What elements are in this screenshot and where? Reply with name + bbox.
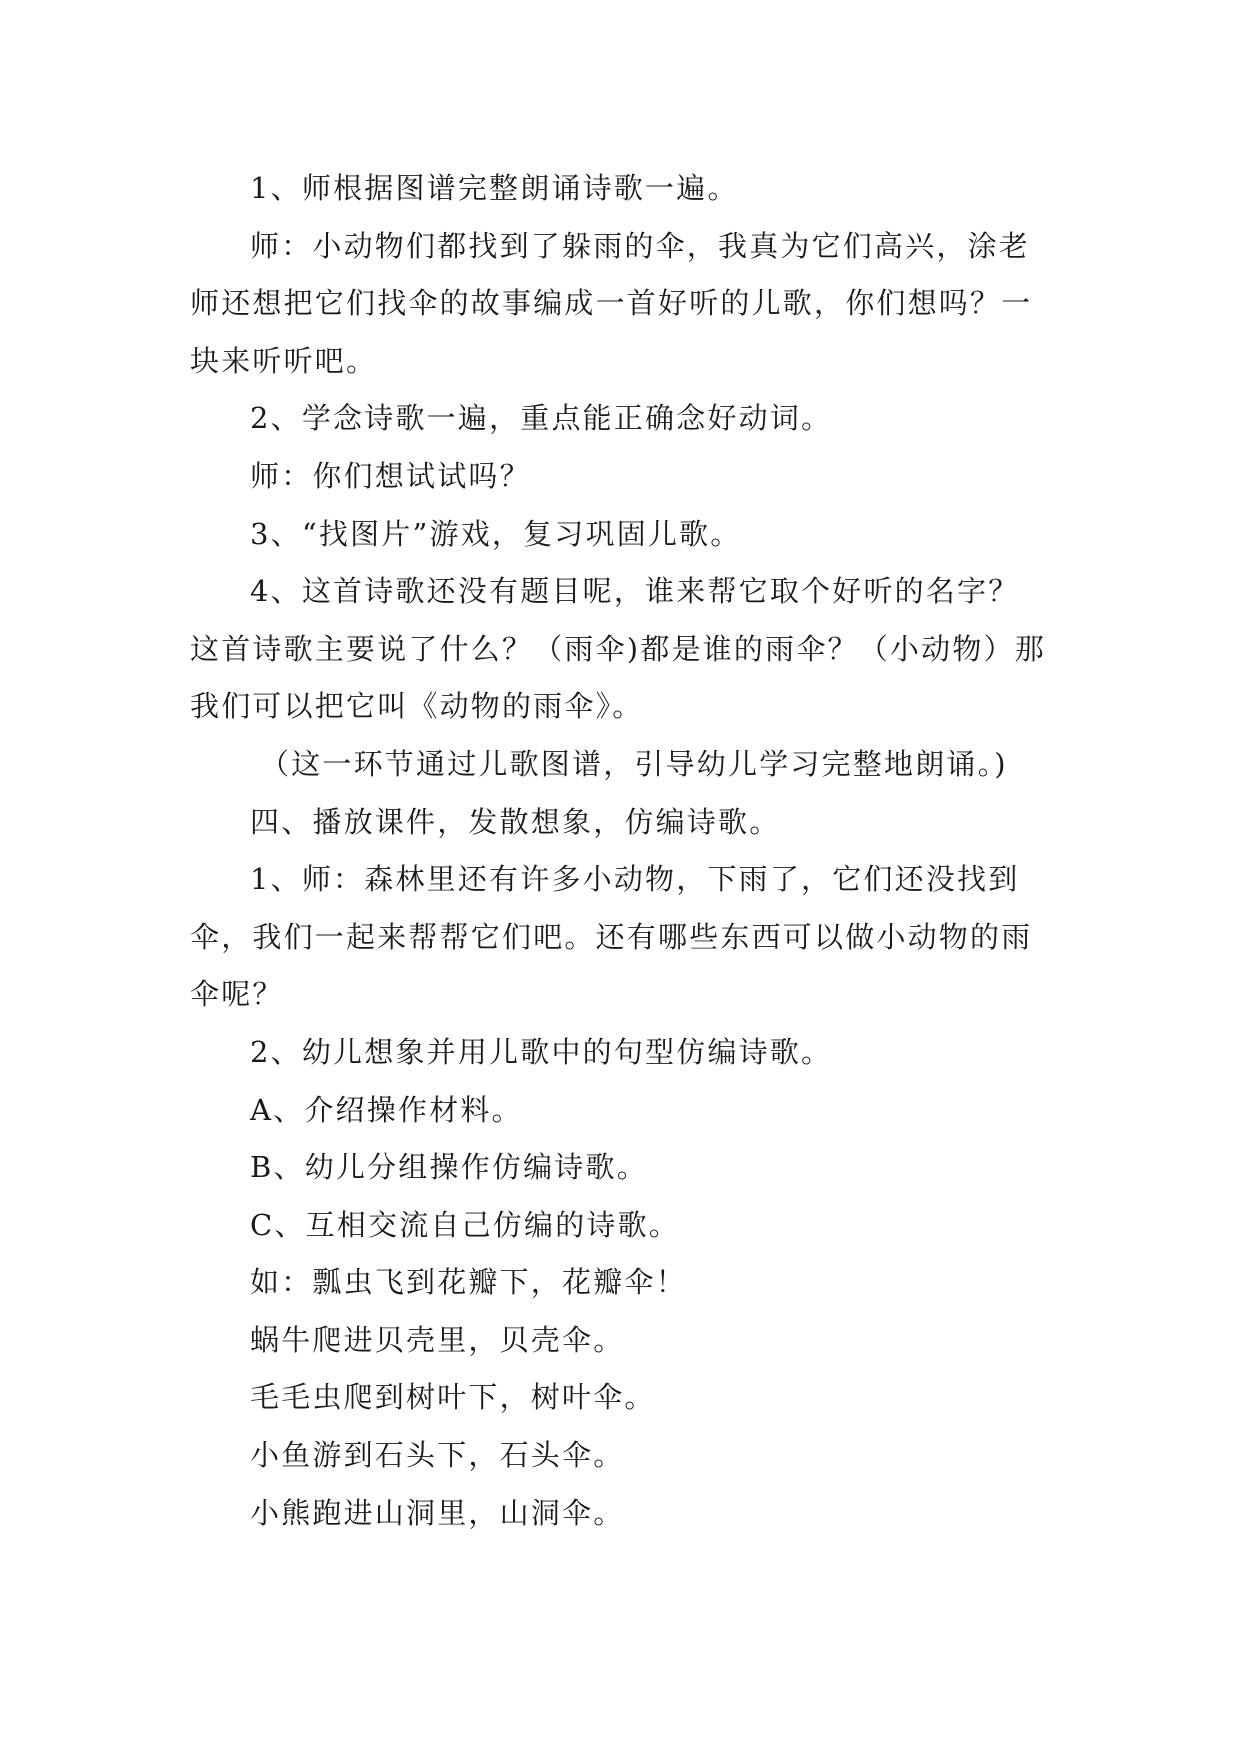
- paragraph-step-4-title: 4、这首诗歌还没有题目呢，谁来帮它取个好听的名字？这首诗歌主要说了什么？（雨伞)都是谁的雨伞？（小动物）那我们可以把它叫《动物的雨伞》。: [190, 574, 1046, 724]
- document-body: [190, 160, 1050, 1542]
- poem-line-3: 毛毛虫爬到树叶下，树叶伞。: [250, 1380, 656, 1415]
- poem-line-4: 小鱼游到石头下，石头伞。: [250, 1438, 625, 1473]
- section-heading-4: 四、播放课件，发散想象，仿编诗歌。: [250, 804, 781, 839]
- poem-line-1: 如：瓢虫飞到花瓣下，花瓣伞！: [250, 1265, 687, 1300]
- paragraph-step-3-game: 3、“找图片”游戏，复习巩固儿歌。: [250, 516, 742, 551]
- paragraph-teacher-try: 师：你们想试试吗？: [250, 458, 531, 493]
- poem-line-2: 蜗牛爬进贝壳里，贝壳伞。: [250, 1322, 625, 1357]
- paragraph-step-1-recite: 1、师根据图谱完整朗诵诗歌一遍。: [250, 171, 739, 205]
- paragraph-teacher-intro: 师：小动物们都找到了躲雨的伞，我真为它们高兴，涂老师还想把它们找伞的故事编成一首好听的儿歌，你们想吗？一块来听听吧。: [190, 228, 1033, 378]
- paragraph-section4-step-2: 2、幼儿想象并用儿歌中的句型仿编诗歌。: [250, 1034, 833, 1069]
- paragraph-section4-step-1: 1、师：森林里还有许多小动物，下雨了，它们还没找到伞，我们一起来帮帮它们吧。还有哪些东西可以做小动物的雨伞呢？: [190, 862, 1033, 1012]
- paragraph-step-2-learn: 2、学念诗歌一遍，重点能正确念好动词。: [250, 401, 833, 436]
- paragraph-note: （这一环节通过儿歌图谱，引导幼儿学习完整地朗诵。): [260, 746, 1008, 781]
- list-item-a: A、介绍操作材料。: [250, 1092, 523, 1127]
- list-item-c: C、互相交流自己仿编的诗歌。: [250, 1207, 680, 1242]
- list-item-b: B、幼儿分组操作仿编诗歌。: [250, 1150, 648, 1185]
- poem-line-5: 小熊跑进山洞里，山洞伞。: [250, 1495, 625, 1530]
